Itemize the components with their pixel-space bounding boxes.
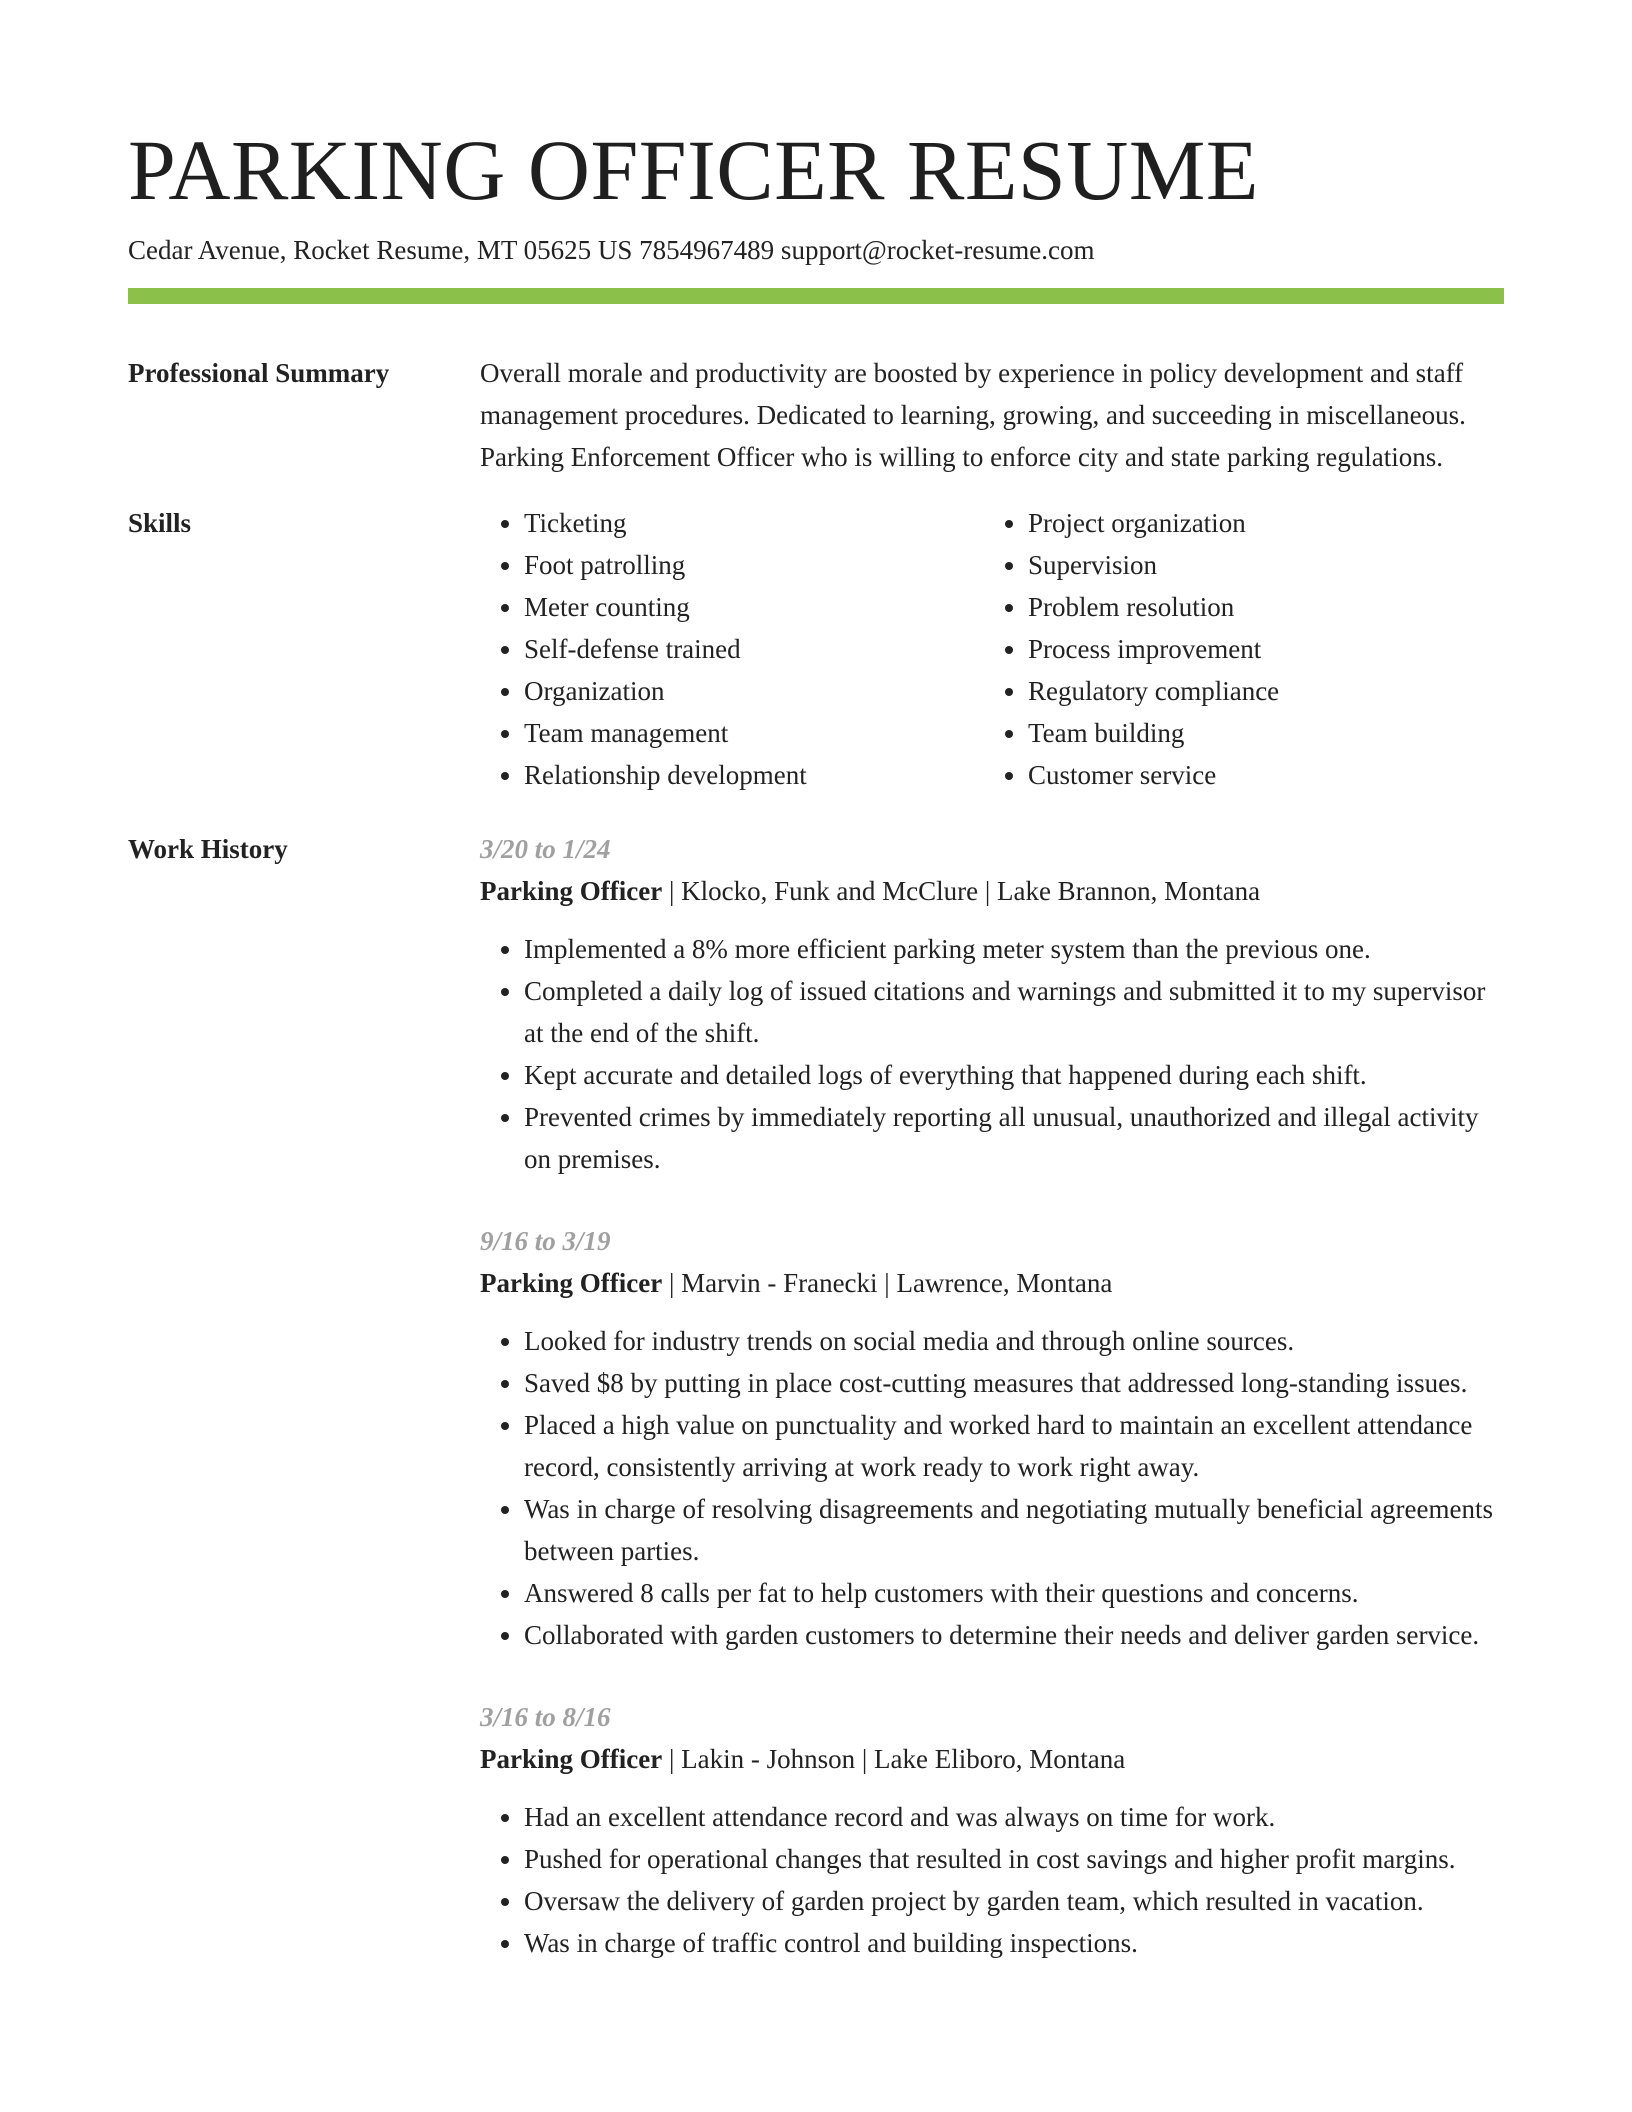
job-bullet: • Was in charge of traffic control and building inspections. (524, 1922, 1504, 1964)
summary-section (128, 352, 1504, 478)
skill-item: • Problem resolution (1028, 586, 1488, 628)
skills-list-col1 (480, 502, 984, 796)
job-dates: 9/16 to 3/19 (480, 1226, 611, 1256)
job-entry (480, 828, 1504, 1180)
job-bullet: • Pushed for operational changes that resulted in cost savings and higher profit margins. (524, 1838, 1504, 1880)
job-bullet: • Answered 8 calls per fat to help customers with their questions and concerns. (524, 1572, 1504, 1614)
job-dates: 3/20 to 1/24 (480, 834, 611, 864)
skill-item: • Organization (524, 670, 984, 712)
job-bullet: • Saved $8 by putting in place cost-cutting measures that addressed long-standing issues. (524, 1362, 1504, 1404)
job-entry (480, 1220, 1504, 1656)
job-bullet: • Completed a daily log of issued citations and warnings and submitted it to my supervisor at the end of the shift. (524, 970, 1504, 1054)
skill-item: • Process improvement (1028, 628, 1488, 670)
skills-section (128, 502, 1504, 796)
job-employer-location: | Klocko, Funk and McClure | Lake Brannon, Montana (662, 876, 1261, 906)
resume-page (128, 120, 1504, 1964)
resume-title: PARKING OFFICER RESUME (128, 122, 1259, 218)
skill-item: • Project organization (1028, 502, 1488, 544)
skills-list-col2 (984, 502, 1488, 796)
job-bullet: • Kept accurate and detailed logs of everything that happened during each shift. (524, 1054, 1504, 1096)
skill-item: • Regulatory compliance (1028, 670, 1488, 712)
skill-item: • Self-defense trained (524, 628, 984, 670)
job-role: Parking Officer (480, 876, 663, 906)
job-bullet: • Collaborated with garden customers to determine their needs and deliver garden service. (524, 1614, 1504, 1656)
job-title-line (480, 1738, 1504, 1780)
job-bullet: • Placed a high value on punctuality and worked hard to maintain an excellent attendance record, consistently arriving at work ready to work right away. (524, 1404, 1504, 1488)
contact-line: Cedar Avenue, Rocket Resume, MT 05625 US 7854967489 support@rocket-resume.com (128, 235, 1095, 265)
job-employer-location: | Marvin - Franecki | Lawrence, Montana (662, 1268, 1113, 1298)
skill-item: • Ticketing (524, 502, 984, 544)
skill-item: • Meter counting (524, 586, 984, 628)
job-title-line (480, 1262, 1504, 1304)
skill-item: • Supervision (1028, 544, 1488, 586)
job-bullets (480, 928, 1504, 1180)
job-role: Parking Officer (480, 1268, 663, 1298)
job-bullet: • Prevented crimes by immediately reporting all unusual, unauthorized and illegal activity on premises. (524, 1096, 1504, 1180)
skill-item: • Customer service (1028, 754, 1488, 796)
job-dates: 3/16 to 8/16 (480, 1702, 611, 1732)
skill-item: • Relationship development (524, 754, 984, 796)
skill-item: • Team building (1028, 712, 1488, 754)
job-bullet: • Was in charge of resolving disagreements and negotiating mutually beneficial agreements between parties. (524, 1488, 1504, 1572)
work-history-label: Work History (128, 834, 288, 864)
skill-item: • Foot patrolling (524, 544, 984, 586)
job-role: Parking Officer (480, 1744, 663, 1774)
job-entry (480, 1696, 1504, 1964)
job-title-line (480, 870, 1504, 912)
summary-label: Professional Summary (128, 358, 390, 388)
job-bullet: • Oversaw the delivery of garden project by garden team, which resulted in vacation. (524, 1880, 1504, 1922)
job-bullets (480, 1796, 1504, 1964)
job-bullet: • Had an excellent attendance record and was always on time for work. (524, 1796, 1504, 1838)
summary-text: Overall morale and productivity are boosted by experience in policy development and staff management procedures. Dedicated to learning, growing, and succeeding in miscellaneous. Parking Enforcement Officer who is willing to enforce city and state parking regulations. (480, 358, 1466, 472)
job-bullet: • Implemented a 8% more efficient parking meter system than the previous one. (524, 928, 1504, 970)
accent-divider (128, 288, 1504, 304)
skill-item: • Team management (524, 712, 984, 754)
job-bullets (480, 1320, 1504, 1656)
work-history-section (128, 828, 1504, 1964)
skills-label: Skills (128, 508, 192, 538)
job-employer-location: | Lakin - Johnson | Lake Eliboro, Montana (662, 1744, 1126, 1774)
job-bullet: • Looked for industry trends on social media and through online sources. (524, 1320, 1504, 1362)
